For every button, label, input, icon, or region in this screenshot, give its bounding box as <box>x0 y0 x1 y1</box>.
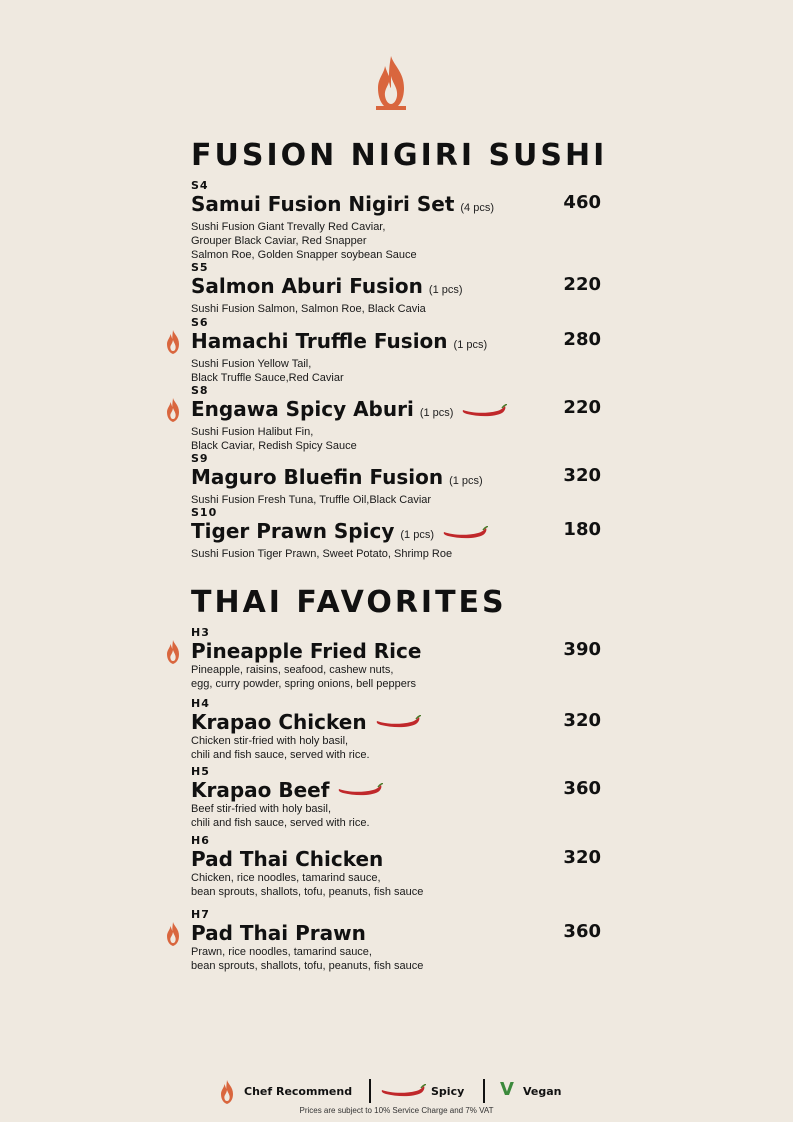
menu-item <box>191 506 601 561</box>
item-code: S9 <box>191 452 209 465</box>
item-description: Black Truffle Sauce,Red Caviar <box>191 372 344 384</box>
item-code: S5 <box>191 261 209 274</box>
item-qty: (1 pcs) <box>419 407 454 419</box>
item-price: 460 <box>563 192 601 213</box>
item-qty: (1 pcs) <box>449 475 483 487</box>
menu-item <box>191 261 601 316</box>
item-description: bean sprouts, shallots, tofu, peanuts, fish sauce <box>191 886 424 898</box>
chili-icon <box>380 1084 426 1098</box>
menu-item <box>191 908 601 973</box>
vegan-icon: V <box>500 1079 514 1100</box>
item-description: Sushi Fusion Fresh Tuna, Truffle Oil,Black Caviar <box>191 494 432 506</box>
legend-vegan-label: Vegan <box>523 1085 562 1098</box>
item-price: 320 <box>563 710 601 731</box>
item-description: Salmon Roe, Golden Snapper soybean Sauce <box>191 249 417 261</box>
item-description: egg, curry powder, spring onions, bell peppers <box>191 678 417 690</box>
item-qty: (1 pcs) <box>453 339 488 351</box>
item-name: Krapao Chicken <box>191 710 367 734</box>
item-name-row <box>191 329 601 357</box>
item-qty: (4 pcs) <box>460 202 495 214</box>
item-description: Sushi Fusion Tiger Prawn, Sweet Potato, Shrimp Roe <box>191 548 453 560</box>
flame-icon <box>166 922 180 946</box>
chili-icon <box>461 404 507 418</box>
item-code: S10 <box>191 506 218 519</box>
item-code: S6 <box>191 316 209 329</box>
flame-icon <box>166 398 180 422</box>
item-price: 320 <box>563 847 601 868</box>
item-price: 360 <box>563 778 601 799</box>
item-name: Hamachi Truffle Fusion <box>191 329 448 353</box>
item-code: H6 <box>191 834 210 847</box>
menu-item <box>191 626 601 691</box>
item-description: Black Caviar, Redish Spicy Sauce <box>191 440 357 452</box>
item-description: Beef stir-fried with holy basil, <box>191 803 331 815</box>
item-description: chili and fish sauce, served with rice. <box>191 749 370 761</box>
item-description: Pineapple, raisins, seafood, cashew nuts, <box>191 664 394 676</box>
item-price: 220 <box>563 274 601 295</box>
item-name: Pad Thai Chicken <box>191 847 384 871</box>
item-name-row <box>191 397 601 425</box>
item-code: H7 <box>191 908 210 921</box>
item-price: 220 <box>563 397 601 418</box>
item-name: Pineapple Fried Rice <box>191 639 422 663</box>
item-description: Sushi Fusion Halibut Fin, <box>191 426 314 438</box>
item-code: H5 <box>191 765 210 778</box>
item-description: Sushi Fusion Yellow Tail, <box>191 358 312 370</box>
item-price: 320 <box>563 465 601 486</box>
item-code: H3 <box>191 626 210 639</box>
chili-icon <box>337 783 383 797</box>
legend-divider <box>369 1079 371 1103</box>
item-code: H4 <box>191 697 210 710</box>
menu-item <box>191 834 601 899</box>
flame-icon <box>166 330 180 354</box>
legend-divider <box>483 1079 485 1103</box>
item-name: Maguro Bluefin Fusion <box>191 465 444 489</box>
item-description: Sushi Fusion Salmon, Salmon Roe, Black Cavia <box>191 303 426 315</box>
menu-item <box>191 316 601 385</box>
item-name-row <box>191 639 601 663</box>
item-name-row <box>191 710 601 734</box>
chili-icon <box>375 715 421 729</box>
legend-chef-label: Chef Recommend <box>244 1085 353 1098</box>
item-price: 180 <box>563 519 601 540</box>
item-name: Salmon Aburi Fusion <box>191 274 423 298</box>
item-name: Samui Fusion Nigiri Set <box>191 192 455 216</box>
legend <box>0 1076 793 1106</box>
item-name: Engawa Spicy Aburi <box>191 397 414 421</box>
chili-icon <box>442 526 488 540</box>
item-qty: (1 pcs) <box>400 529 434 541</box>
item-description: bean sprouts, shallots, tofu, peanuts, fish sauce <box>191 960 424 972</box>
item-description: Chicken stir-fried with holy basil, <box>191 735 349 747</box>
footnote: Prices are subject to 10% Service Charge and 7% VAT <box>299 1106 494 1115</box>
item-name-row <box>191 274 601 302</box>
section-title-thai: THAI FAVORITES <box>191 585 507 620</box>
item-name-row <box>191 921 601 945</box>
item-description: chili and fish sauce, served with rice. <box>191 817 370 829</box>
item-description: Prawn, rice noodles, tamarind sauce, <box>191 946 372 958</box>
section-title-sushi: FUSION NIGIRI SUSHI <box>191 138 608 173</box>
menu-item <box>191 765 601 830</box>
menu-item <box>191 452 601 507</box>
item-name-row <box>191 519 601 547</box>
item-code: S8 <box>191 384 209 397</box>
item-price: 360 <box>563 921 601 942</box>
item-code: S4 <box>191 179 209 192</box>
item-name: Tiger Prawn Spicy <box>191 519 395 543</box>
legend-spicy-label: Spicy <box>431 1085 465 1098</box>
flame-logo-icon <box>374 56 408 112</box>
menu-item <box>191 384 601 453</box>
item-name-row <box>191 778 601 802</box>
item-description: Chicken, rice noodles, tamarind sauce, <box>191 872 381 884</box>
item-name-row <box>191 192 601 220</box>
flame-icon <box>166 640 180 664</box>
item-description: Grouper Black Caviar, Red Snapper <box>191 235 367 247</box>
item-price: 280 <box>563 329 601 350</box>
item-qty: (1 pcs) <box>428 284 463 296</box>
item-name: Pad Thai Prawn <box>191 921 366 945</box>
item-description: Sushi Fusion Giant Trevally Red Caviar, <box>191 221 386 233</box>
item-name: Krapao Beef <box>191 778 330 802</box>
item-name-row <box>191 465 601 493</box>
item-price: 390 <box>563 639 601 660</box>
item-name-row <box>191 847 601 871</box>
menu-item <box>191 179 601 262</box>
flame-icon <box>220 1080 234 1104</box>
menu-item <box>191 697 601 762</box>
